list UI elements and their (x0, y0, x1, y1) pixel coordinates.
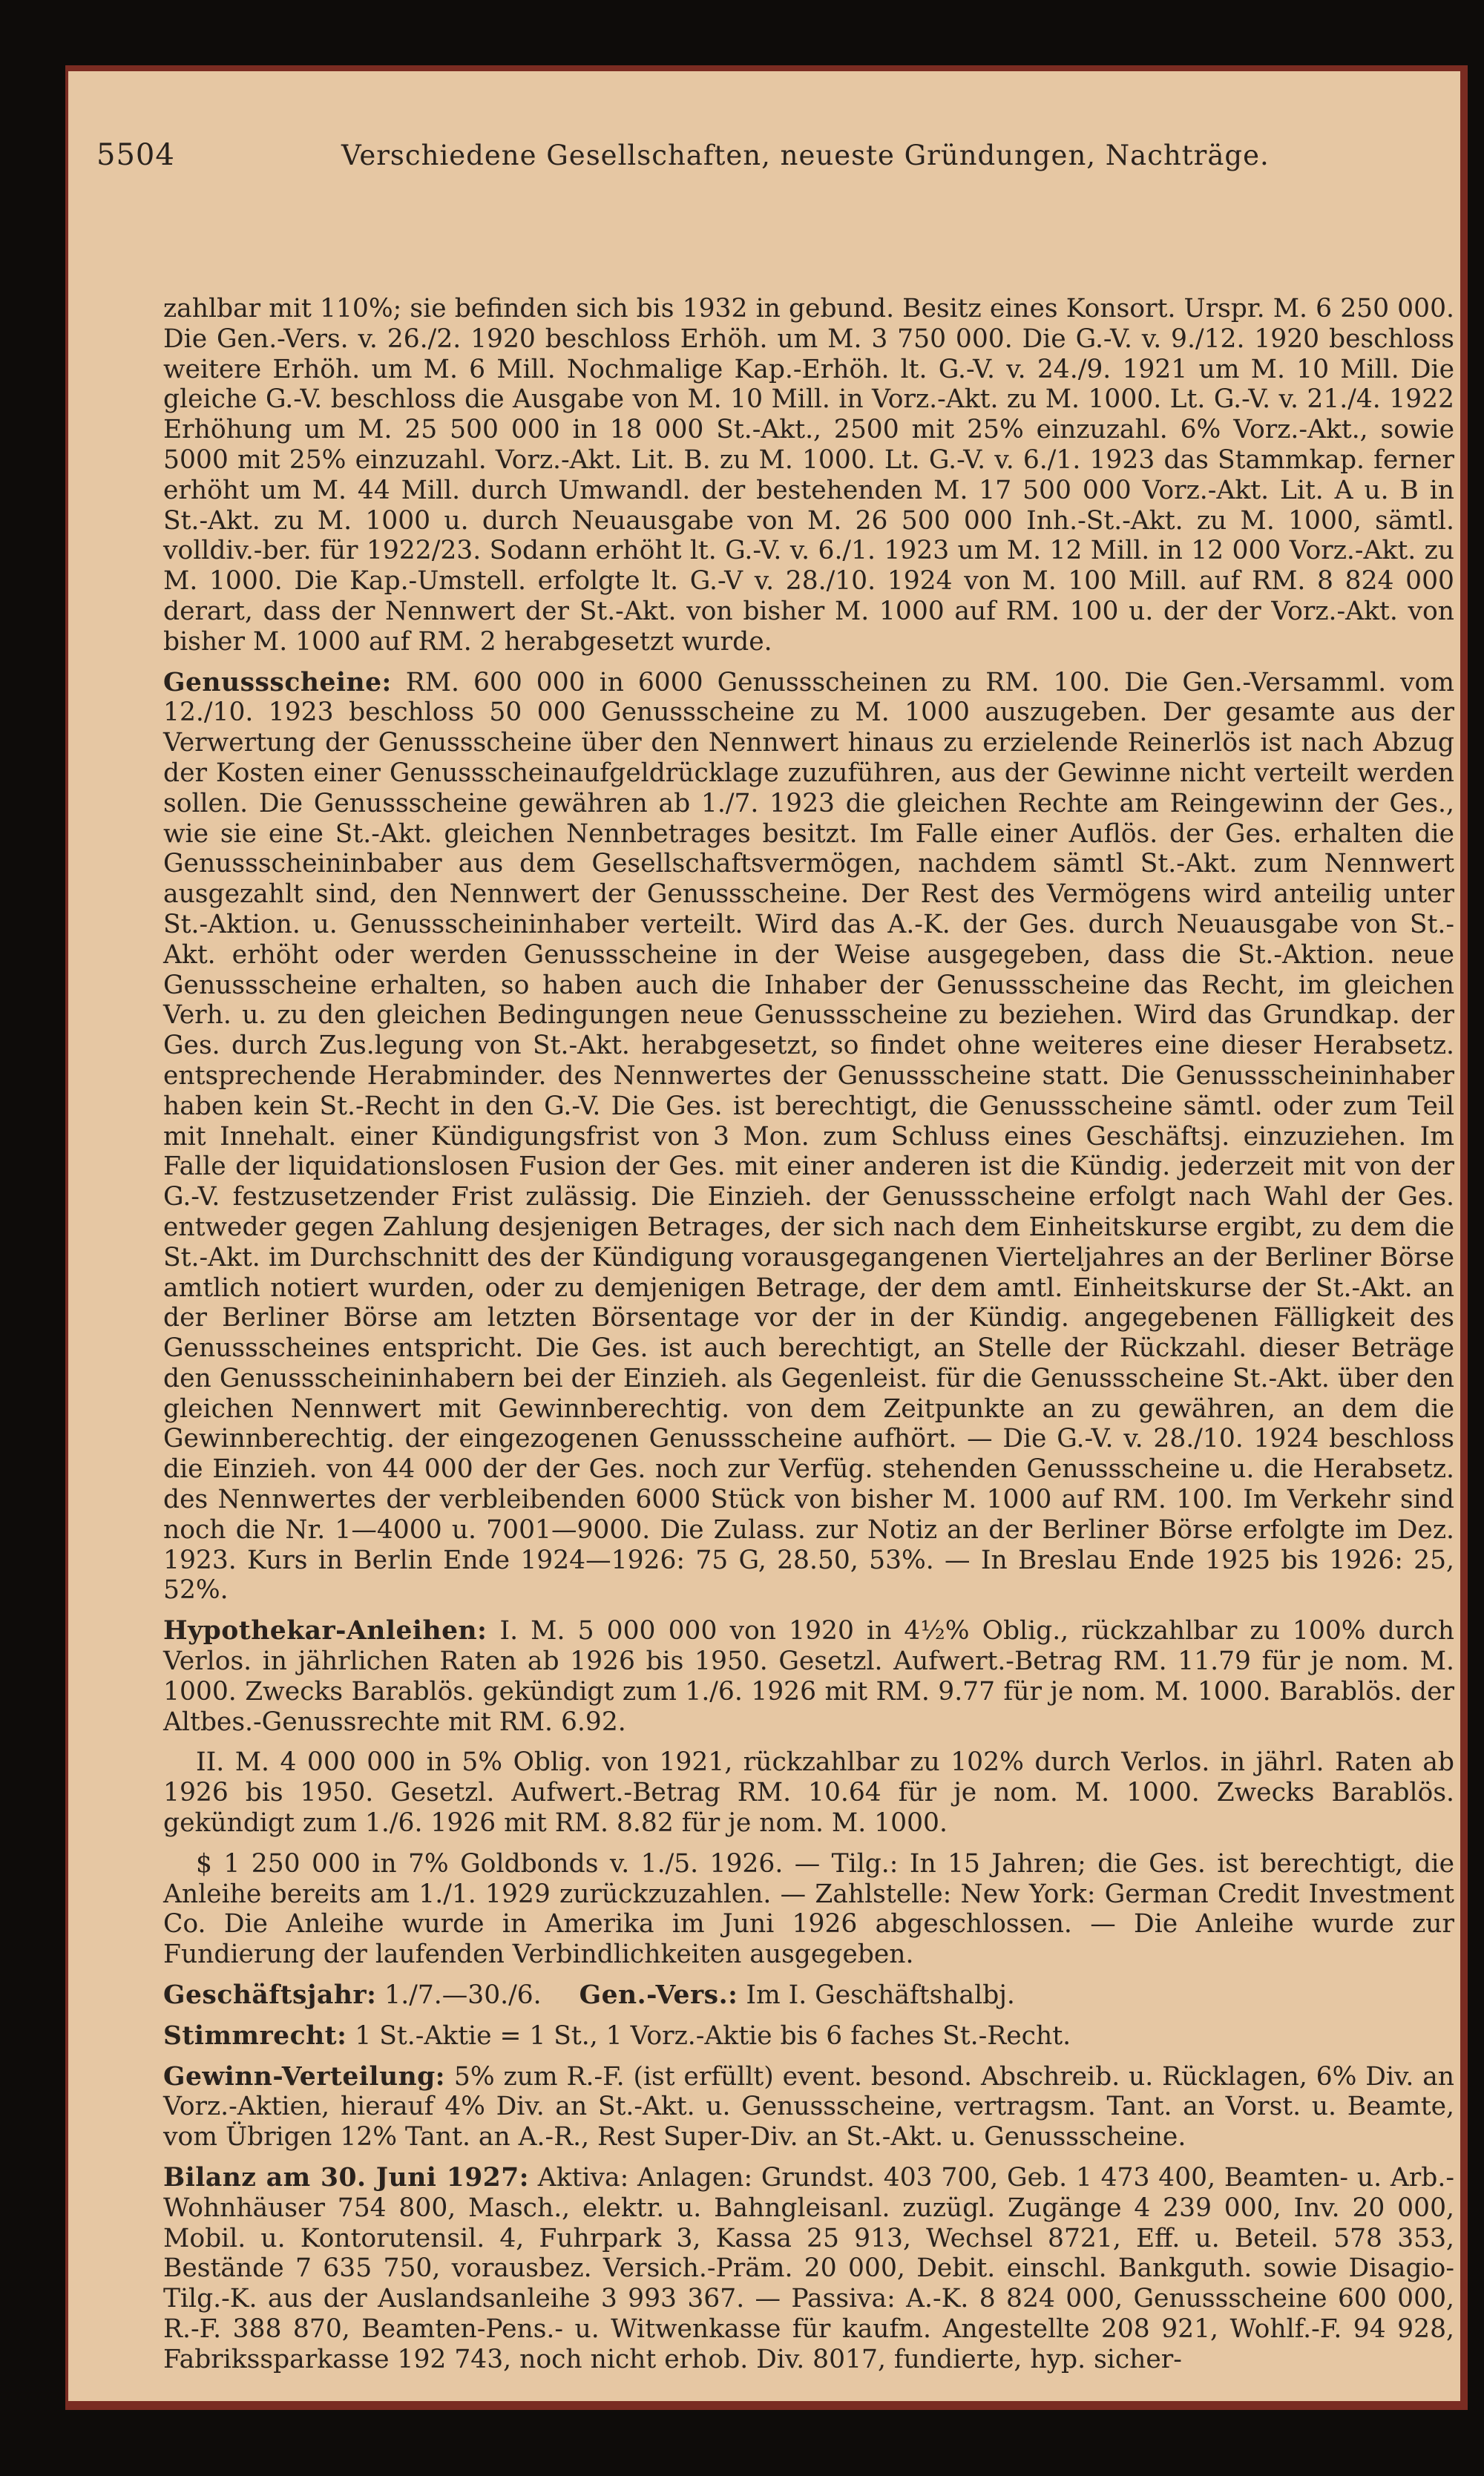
paragraph-text: I. M. 5 000 000 von 1920 in 4½% Oblig., rückzahlbar zu 100% durch Verlos. in jährlichen Raten ab 1926 bis 1950. Gesetzl. Aufwert.-Betrag RM. 11.79 für je nom. M. 1000. Zwecks Barablös. gekündigt zum 1./6. 1926 mit RM. 9.77 für je nom. M. 1000. Barablös. der Altbes.-Genussrechte mit RM. 6.92. (163, 1616, 1454, 1737)
section-heading: Gen.-Vers.: (579, 1980, 738, 2011)
paragraph-bilanz (163, 2163, 1454, 2375)
paragraph-text: Im I. Geschäftshalbj. (746, 1980, 1015, 2011)
document-page (68, 71, 1460, 2401)
paragraph-hypothekar (163, 1616, 1454, 1737)
paragraph-text: $ 1 250 000 in 7% Goldbonds v. 1./5. 1926. — Tilg.: In 15 Jahren; die Ges. ist berechtigt, die Anleihe bereits am 1./1. 1929 zurückzuzahlen. — Zahlstelle: New York: German Credit Investment Co. Die Anleihe wurde in Amerika im Juni 1926 abgeschlossen. — Die Anleihe wurde zur Fundierung der laufenden Verbindlichkeiten ausgegeben. (163, 1848, 1454, 1970)
paragraph-gewinn (163, 2062, 1454, 2152)
running-title: Verschiedene Gesellschaften, neueste Gründungen, Nachträge. (341, 139, 1270, 171)
paragraph-text: Aktiva: Anlagen: Grundst. 403 700, Geb. 1 473 400, Beamten- u. Arb.-Wohnhäuser 754 800, Masch., elektr. u. Bahngleisanl. zuzügl. Zugänge 4 239 000, Inv. 20 000, Mobil. u. Kontorutensil. 4, Fuhrpark 3, Kassa 25 913, Wechsel 8721, Eff. u. Beteil. 578 353, Bestände 7 635 750, vorausbez. Versich.-Präm. 20 000, Debit. einschl. Bankguth. sowie Disagio-Tilg.-K. aus der Auslandsanleihe 3 993 367. — Passiva: A.-K. 8 824 000, Genussscheine 600 000, R.-F. 388 870, Beamten-Pens.- u. Witwenkasse für kaufm. Angestellte 208 921, Wohlf.-F. 94 928, Fabrikssparkasse 192 743, noch nicht erhob. Div. 8017, fundierte, hyp. sicher- (163, 2163, 1454, 2374)
paragraph-genussscheine (163, 668, 1454, 1606)
paragraph-geschaeftsjahr (163, 1980, 1454, 2011)
paragraph-hypothekar-2 (163, 1747, 1454, 1838)
paragraph-text: 1 St.-Aktie = 1 St., 1 Vorz.-Aktie bis 6 faches St.-Recht. (355, 2020, 1071, 2051)
section-heading: Gewinn-Verteilung: (163, 2061, 446, 2092)
paragraph-text: zahlbar mit 110%; sie befinden sich bis 1932 in gebund. Besitz eines Konsort. Urspr. M. 6 250 000. Die Gen.-Vers. v. 26./2. 1920 beschloss Erhöh. um M. 3 750 000. Die G.-V. v. 9./12. 1920 beschloss weitere Erhöh. um M. 6 Mill. Nochmalige Kap.-Erhöh. lt. G.-V. v. 24./9. 1921 um M. 10 Mill. Die gleiche G.-V. beschloss die Ausgabe von M. 10 Mill. in Vorz.-Akt. zu M. 1000. Lt. G.-V. v. 21./4. 1922 Erhöhung um M. 25 500 000 in 18 000 St.-Akt., 2500 mit 25% einzuzahl. 6% Vorz.-Akt., sowie 5000 mit 25% einzuzahl. Vorz.-Akt. Lit. B. zu M. 1000. Lt. G.-V. v. 6./1. 1923 das Stammkap. ferner erhöht um M. 44 Mill. durch Umwandl. der bestehenden M. 17 500 000 Vorz.-Akt. Lit. A u. B in St.-Akt. zu M. 1000 u. durch Neuausgabe von M. 26 500 000 Inh.-St.-Akt. zu M. 1000, sämtl. volldiv.-ber. für 1922/23. Sodann erhöht lt. G.-V. v. 6./1. 1923 um M. 12 Mill. in 12 000 Vorz.-Akt. zu M. 1000. Die Kap.-Umstell. erfolgte lt. G.-V v. 28./10. 1924 von M. 100 Mill. auf RM. 8 824 000 derart, dass der Nennwert der St.-Akt. von bisher M. 1000 auf RM. 100 u. der der Vorz.-Akt. von bisher M. 1000 auf RM. 2 herabgesetzt wurde. (163, 294, 1454, 657)
section-heading: Hypothekar-Anleihen: (163, 1616, 487, 1646)
page-header (96, 138, 1432, 180)
paragraph-text: RM. 600 000 in 6000 Genussscheinen zu RM. 100. Die Gen.-Versamml. vom 12./10. 1923 beschloss 50 000 Genussscheine zu M. 1000 auszugeben. Der gesamte aus der Verwertung der Genussscheine über den Nennwert hinaus zu erzielende Reinerlös ist nach Abzug der Kosten einer Genussscheinaufgeldrücklage zuzuführen, aus der Gewinne nicht verteilt werden sollen. Die Genussscheine gewähren ab 1./7. 1923 die gleichen Rechte am Reingewinn der Ges., wie sie eine St.-Akt. gleichen Nennbetrages besitzt. Im Falle einer Auflös. der Ges. erhalten die Genussscheininbaber aus dem Gesellschaftsvermögen, nachdem sämtl St.-Akt. zum Nennwert ausgezahlt sind, den Nennwert der Genussscheine. Der Rest des Vermögens wird anteilig unter St.-Aktion. u. Genussscheininhaber verteilt. Wird das A.-K. der Ges. durch Neuausgabe von St.-Akt. erhöht oder werden Genussscheine in der Weise ausgegeben, dass die St.-Aktion. neue Genussscheine erhalten, so haben auch die Inhaber der Genussscheine das Recht, im gleichen Verh. u. zu den gleichen Bedingungen neue Genussscheine zu beziehen. Wird das Grundkap. der Ges. durch Zus.legung von St.-Akt. herabgesetzt, so findet ohne weiteres eine dieser Herabsetz. entsprechende Herabminder. des Nennwertes der Genussscheine statt. Die Genussscheininhaber haben kein St.-Recht in den G.-V. Die Ges. ist berechtigt, die Genussscheine sämtl. oder zum Teil mit Innehalt. einer Kündigungsfrist von 3 Mon. zum Schluss eines Geschäftsj. einzuziehen. Im Falle der liquidationslosen Fusion der Ges. mit einer anderen ist die Kündig. jederzeit mit von der G.-V. festzusetzender Frist zulässig. Die Einzieh. der Genussscheine erfolgt nach Wahl der Ges. entweder gegen Zahlung desjenigen Betrages, der sich nach dem Einheitskurse ergibt, zu dem die St.-Akt. im Durchschnitt des der Kündigung vorausgegangenen Vierteljahres an der Berliner Börse amtlich notiert wurden, oder zu demjenigen Betrage, der dem amtl. Einheitskurse der St.-Akt. an der Berliner Börse am letzten Börsentage vor der in der Kündig. angegebenen Fälligkeit des Genussscheines entspricht. Die Ges. ist auch berechtigt, an Stelle der Rückzahl. dieser Beträge den Genussscheininhabern bei der Einzieh. als Gegenleist. für die Genussscheine St.-Akt. über den gleichen Nennwert mit Gewinnberechtig. von dem Zeitpunkte an zu gewähren, an dem die Gewinnberechtig. der eingezogenen Genussscheine aufhört. — Die G.-V. v. 28./10. 1924 beschloss die Einzieh. von 44 000 der der Ges. noch zur Verfüg. stehenden Genussscheine u. die Herabsetz. des Nennwertes der verbleibenden 6000 Stück von bisher M. 1000 auf RM. 100. Im Verkehr sind noch die Nr. 1—4000 u. 7001—9000. Die Zulass. zur Notiz an der Berliner Börse erfolgte im Dez. 1923. Kurs in Berlin Ende 1924—1926: 75 G, 28.50, 53%. — In Breslau Ende 1925 bis 1926: 25, 52%. (163, 667, 1454, 1606)
paragraph-text: 1./7.—30./6. (384, 1980, 542, 2011)
paragraph-goldbonds (163, 1849, 1454, 1970)
section-heading: Stimmrecht: (163, 2020, 347, 2051)
page-body (163, 294, 1454, 2375)
section-heading: Geschäftsjahr: (163, 1980, 377, 2011)
section-heading: Genussscheine: (163, 667, 392, 697)
page-number: 5504 (96, 138, 175, 172)
paragraph-stimmrecht (163, 2021, 1454, 2052)
section-heading: Bilanz am 30. Juni 1927: (163, 2163, 529, 2193)
paragraph-text: 5% zum R.-F. (ist erfüllt) event. besond. Abschreib. u. Rücklagen, 6% Div. an Vorz.-Aktien, hierauf 4% Div. an St.-Akt. u. Genussscheine, vertragsm. Tant. an Vorst. u. Beamte, vom Übrigen 12% Tant. an A.-R., Rest Super-Div. an St.-Akt. u. Genussscheine. (163, 2061, 1455, 2152)
paragraph-text: II. M. 4 000 000 in 5% Oblig. von 1921, rückzahlbar zu 102% durch Verlos. in jährl. Raten ab 1926 bis 1950. Gesetzl. Aufwert.-Betrag RM. 10.64 für je nom. M. 1000. Zwecks Barablös. gekündigt zum 1./6. 1926 mit RM. 8.82 für je nom. M. 1000. (163, 1747, 1454, 1839)
paragraph-capital (163, 294, 1454, 657)
